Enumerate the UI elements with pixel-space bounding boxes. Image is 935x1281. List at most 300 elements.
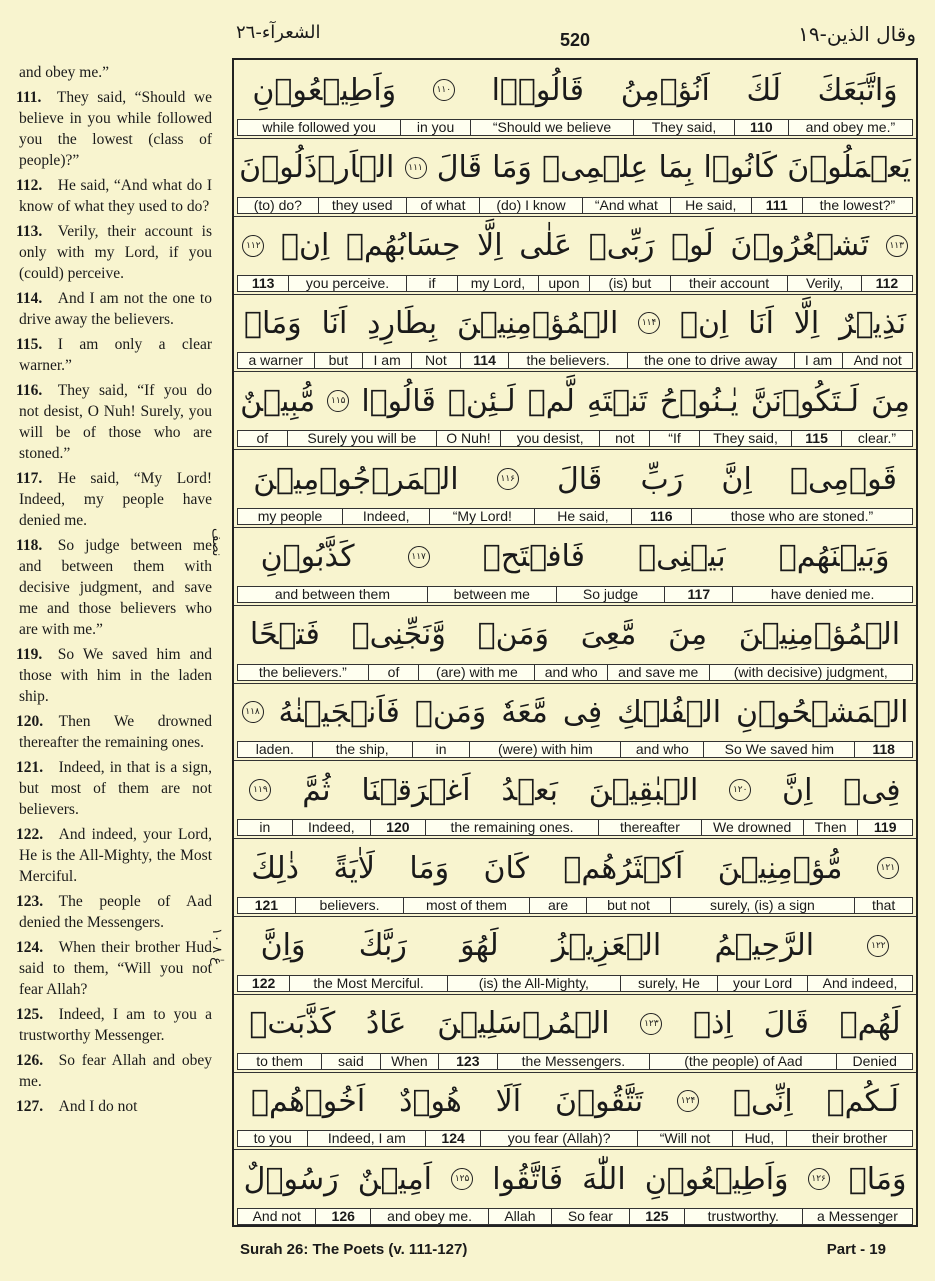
gloss-cell: their account: [671, 275, 789, 292]
ayah-marker: ۱۲۴: [677, 1090, 699, 1112]
verse-number: 122.: [16, 826, 44, 843]
translation-verse: [0, 644, 216, 707]
gloss-cell: a warner: [237, 352, 315, 369]
gloss-cell: the lowest?”: [803, 197, 913, 214]
gloss-cell: surely, (is) a sign: [671, 897, 856, 914]
arabic-line: [234, 451, 916, 507]
arabic-word: اِنۡ: [679, 305, 729, 341]
verse-text: So judge between me and between them with decisive judgment, and save me and those believers who are with me.”: [19, 537, 212, 638]
arabic-word: اَنُؤۡمِنُ: [620, 72, 710, 108]
arabic-word: الۡمُرۡسَلِيۡنَ: [437, 1006, 610, 1042]
verse-number-cell: 126: [316, 1208, 371, 1225]
gloss-cell: and between them: [237, 586, 428, 603]
verse-number-cell: 111: [752, 197, 803, 214]
gloss-cell: “My Lord!: [430, 508, 535, 525]
arabic-word: نَذِيۡرٌ: [839, 305, 907, 341]
arabic-word: بَعۡدُ: [501, 772, 558, 808]
verse-number-cell: 120: [371, 819, 426, 836]
arabic-word: كَانُوۡا: [703, 150, 778, 186]
gloss-cell: the ship,: [313, 741, 413, 758]
arabic-word: مِنَ: [668, 617, 708, 653]
english-gloss-line: [237, 197, 913, 214]
arabic-line: [234, 529, 916, 585]
arabic-line: [234, 218, 916, 274]
arabic-word: ثُمَّ: [302, 772, 331, 808]
grid-row: [234, 916, 916, 995]
verse-number: 119.: [16, 646, 43, 663]
translation-verse: [0, 711, 216, 753]
grid-row: [234, 293, 916, 372]
page-number: 520: [559, 30, 591, 50]
arabic-word: اَنَا: [321, 305, 348, 341]
translation-verse: [0, 468, 216, 531]
arabic-word: فَاتَّقُوا: [492, 1161, 564, 1197]
verse-number-cell: 122: [237, 975, 290, 992]
gloss-cell: believers.: [296, 897, 405, 914]
arabic-word: وَمَا: [409, 850, 450, 886]
verse-number-cell: 113: [237, 275, 289, 292]
arabic-word: بَيۡنِىۡ: [638, 539, 726, 575]
arabic-word: اِلَّا: [477, 228, 503, 264]
gloss-cell: upon: [539, 275, 590, 292]
gloss-cell: and save me: [608, 664, 710, 681]
gloss-cell: Verily,: [788, 275, 861, 292]
gloss-cell: to you: [237, 1130, 308, 1147]
gloss-cell: those who are stoned.”: [692, 508, 913, 525]
ayah-marker: ۱۱۱: [405, 157, 427, 179]
gloss-cell: I am: [795, 352, 844, 369]
arabic-word: عَلٰى: [519, 228, 573, 264]
grid-row: [234, 760, 916, 839]
gloss-cell: not: [600, 430, 650, 447]
gloss-cell: So fear: [552, 1208, 630, 1225]
arabic-word: الۡاَرۡذَلُوۡنَ: [239, 150, 395, 186]
gloss-cell: they used: [319, 197, 407, 214]
arabic-word: وَّنَجِّنِىۡ: [351, 617, 446, 653]
english-gloss-line: [237, 819, 913, 836]
arabic-word: حِسَابُهُمۡ: [345, 228, 461, 264]
arabic-word: اَغۡرَقۡنَا: [361, 772, 471, 808]
arabic-word: الۡعَزِيۡزُ: [551, 928, 662, 964]
arabic-word: وَمَاۤ: [243, 305, 302, 341]
arabic-word: عَادُ: [366, 1006, 407, 1042]
arabic-word: فَافۡتَحۡ: [482, 539, 586, 575]
gloss-cell: “If: [650, 430, 700, 447]
arabic-word: الۡفُلۡكِ: [617, 694, 722, 730]
arabic-word: الۡبٰقِيۡنَ: [588, 772, 699, 808]
grid-row: [234, 605, 916, 684]
verse-number-cell: 116: [632, 508, 693, 525]
gloss-cell: Indeed,: [343, 508, 430, 525]
arabic-word: تَتَّقُوۡنَ: [555, 1083, 644, 1119]
gloss-cell: (were) with him: [470, 741, 621, 758]
part-label: Part - 19: [826, 1241, 886, 1258]
gloss-cell: Hud,: [733, 1130, 788, 1147]
arabic-word: لَـكُمۡ: [826, 1083, 900, 1119]
grid-row: [234, 371, 916, 450]
arabic-word: رَبَّكَ: [358, 928, 407, 964]
gloss-cell: And not: [237, 1208, 316, 1225]
gloss-cell: (are) with me: [419, 664, 535, 681]
arabic-word: اِنَّ: [721, 461, 752, 497]
translation-verse: [0, 1004, 216, 1046]
gloss-cell: trustworthy.: [685, 1208, 803, 1225]
arabic-line: [234, 1151, 916, 1207]
verse-number: 112.: [16, 177, 43, 194]
gloss-cell: but: [315, 352, 364, 369]
gloss-cell: They said,: [700, 430, 792, 447]
arabic-word: قَالَ: [556, 461, 603, 497]
verse-number: 120.: [16, 713, 44, 730]
gloss-cell: and who: [535, 664, 607, 681]
grid-row: [234, 527, 916, 606]
gloss-cell: O Nuh!: [437, 430, 501, 447]
ayah-marker: ۱۱۸: [242, 701, 264, 723]
gloss-cell: the one to drive away: [628, 352, 795, 369]
translation-verse: [0, 824, 216, 887]
arabic-word: الۡمَرۡجُوۡمِيۡنَ: [253, 461, 459, 497]
arabic-word: وَاِنَّ: [260, 928, 306, 964]
arabic-word: فَاَنۡجَيۡنٰهُ: [278, 694, 400, 730]
verse-text: Then We drowned thereafter the remaining ones.: [19, 713, 212, 751]
arabic-word: قَالَ: [763, 1006, 809, 1042]
arabic-word: وَمَا: [492, 150, 532, 186]
arabic-line: [234, 373, 916, 429]
gloss-cell: “Should we believe: [471, 119, 634, 136]
verse-number: 111.: [16, 89, 42, 106]
gloss-cell: Indeed, I am: [308, 1130, 426, 1147]
verse-text: I am only a clear warner.”: [19, 336, 212, 374]
gloss-cell: most of them: [404, 897, 529, 914]
arabic-word: وَاَطِيۡعُوۡنِ: [644, 1161, 789, 1197]
ayah-marker: ۱۱۵: [327, 390, 349, 412]
gloss-cell: (with decisive) judgment,: [710, 664, 913, 681]
ayah-marker: ۱۱۴: [638, 312, 660, 334]
verse-number-cell: 123: [439, 1053, 497, 1070]
translation-verse: [0, 62, 216, 83]
verse-number-cell: 117: [665, 586, 733, 603]
gloss-cell: said: [322, 1053, 380, 1070]
gloss-cell: We drowned: [702, 819, 804, 836]
arabic-word: فِىۡ: [843, 772, 901, 808]
verse-number-cell: 110: [735, 119, 789, 136]
gloss-cell: (is) the All-Mighty,: [448, 975, 621, 992]
english-gloss-line: [237, 897, 913, 914]
arabic-word: وَمَنۡ: [477, 617, 550, 653]
arabic-word: اِنۡ: [280, 228, 330, 264]
gloss-cell: the Messengers.: [498, 1053, 651, 1070]
gloss-cell: And not: [843, 352, 913, 369]
grid-row: [234, 1149, 916, 1227]
gloss-cell: you perceive.: [289, 275, 407, 292]
translation-verse: [0, 288, 216, 330]
ayah-marker: ۱۲۳: [640, 1013, 662, 1035]
gloss-cell: in: [413, 741, 471, 758]
gloss-cell: surely, He: [621, 975, 718, 992]
gloss-cell: the Most Merciful.: [290, 975, 448, 992]
verse-text: They said, “If you do not desist, O Nuh! Surely, you will be of those who are stoned.”: [19, 382, 212, 462]
grid-row: [234, 138, 916, 217]
ayah-marker: ۱۱۲: [242, 235, 264, 257]
verse-number: 115.: [16, 336, 43, 353]
gloss-cell: the believers.: [509, 352, 627, 369]
arabic-line: [234, 1073, 916, 1129]
arabic-line: [234, 918, 916, 974]
translation-verse: [0, 937, 216, 1000]
arabic-line: [234, 762, 916, 818]
ayah-marker: ۱۱۷: [408, 546, 430, 568]
verse-text: And I do not: [58, 1098, 138, 1115]
arabic-word: اَنَا: [748, 305, 774, 341]
verse-text: And I am not the one to drive away the believers.: [19, 290, 212, 328]
english-gloss-line: [237, 430, 913, 447]
gloss-cell: (the people) of Aad: [650, 1053, 837, 1070]
gloss-cell: but not: [587, 897, 670, 914]
arabic-word: اَكۡثَرُهُمۡ: [563, 850, 684, 886]
grid-row: [234, 216, 916, 295]
arabic-word: اللّٰهَ: [582, 1161, 626, 1197]
ayah-marker: ۱۲۲: [867, 935, 889, 957]
gloss-cell: the believers.”: [237, 664, 369, 681]
translation-verse: [0, 87, 216, 171]
arabic-word: بِمَا: [658, 150, 694, 186]
translation-column: [0, 62, 216, 1117]
translation-verse: [0, 1096, 216, 1117]
gloss-cell: Indeed,: [293, 819, 371, 836]
verse-text: Indeed, I am to you a trustworthy Messenger.: [19, 1006, 212, 1044]
verse-text: When their brother Hud said to them, “Will you not fear Allah?: [19, 939, 212, 998]
ruku-mark-half: نصف: [209, 528, 224, 557]
verse-text: So fear Allah and obey me.: [19, 1052, 212, 1090]
gloss-cell: laden.: [237, 741, 313, 758]
gloss-cell: “And what: [583, 197, 671, 214]
verse-text: He said, “And what do I know of what they used to do?: [19, 177, 212, 215]
ayah-marker: ۱۱۶: [497, 468, 519, 490]
verse-text: and obey me.”: [19, 64, 109, 81]
gloss-cell: you fear (Allah)?: [481, 1130, 639, 1147]
gloss-cell: and obey me.”: [789, 119, 913, 136]
verse-number-cell: 124: [426, 1130, 481, 1147]
translation-verse: [0, 757, 216, 820]
arabic-word: الۡمُؤۡمِنِيۡنَ: [738, 617, 901, 653]
arabic-word: كَذَّبُوۡنِ: [260, 539, 355, 575]
verse-number: 124.: [16, 939, 44, 956]
arabic-word: اَلَا: [495, 1083, 522, 1119]
grid-row: [234, 994, 916, 1073]
grid-row: [234, 60, 916, 139]
gloss-cell: my Lord,: [458, 275, 539, 292]
verse-number: 123.: [16, 893, 44, 910]
gloss-cell: their brother: [787, 1130, 913, 1147]
verse-number: 114.: [16, 290, 43, 307]
translation-verse: [0, 1050, 216, 1092]
gloss-cell: Surely you will be: [288, 430, 437, 447]
verse-number-cell: 115: [792, 430, 842, 447]
arabic-word: تَنۡتَهِ: [586, 383, 648, 419]
arabic-word: ذٰلِكَ: [251, 850, 300, 886]
gloss-cell: And indeed,: [808, 975, 913, 992]
ayah-marker: ۱۲۰: [729, 779, 751, 801]
gloss-cell: (is) but: [590, 275, 671, 292]
arabic-word: قَالَ: [436, 150, 482, 186]
english-gloss-line: [237, 275, 913, 292]
arabic-word: بِطَارِدِ: [367, 305, 438, 341]
gloss-cell: the remaining ones.: [426, 819, 600, 836]
gloss-cell: He said,: [535, 508, 631, 525]
arabic-line: [234, 607, 916, 663]
arabic-word: مَّعَهٗ: [501, 694, 548, 730]
grid-row: [234, 449, 916, 528]
english-gloss-line: [237, 741, 913, 758]
verse-text: Indeed, in that is a sign, but most of them are not believers.: [19, 759, 212, 818]
arabic-word: فِى: [562, 694, 603, 730]
verse-number: 126.: [16, 1052, 44, 1069]
verse-text: He said, “My Lord! Indeed, my people have denied me.: [19, 470, 212, 529]
translation-verse: [0, 891, 216, 933]
gloss-cell: He said,: [671, 197, 752, 214]
arabic-word: رَبِّ: [640, 461, 684, 497]
arabic-word: وَمَنۡ: [414, 694, 487, 730]
arabic-word: يٰـنُوۡحُ: [659, 383, 739, 419]
arabic-word: تَشۡعُرُوۡنَ: [730, 228, 870, 264]
english-gloss-line: [237, 1130, 913, 1147]
surah-title-arabic: الشعرآء-٢٦: [236, 22, 321, 43]
arabic-word: اَمِيۡنٌ: [357, 1161, 432, 1197]
arabic-word: اَخُوۡهُمۡ: [251, 1083, 366, 1119]
arabic-word: فَتۡحًا: [249, 617, 320, 653]
gloss-cell: of: [369, 664, 420, 681]
arabic-word: وَمَاۤ: [848, 1161, 907, 1197]
gloss-cell: your Lord: [718, 975, 808, 992]
grid-row: [234, 1071, 916, 1150]
arabic-word: وَاَطِيۡعُوۡنِ: [252, 72, 397, 108]
translation-verse: [0, 221, 216, 284]
arabic-word: قَالُوۡا: [361, 383, 436, 419]
verse-text: The people of Aad denied the Messengers.: [19, 893, 212, 931]
gloss-cell: a Messenger: [803, 1208, 913, 1225]
verse-number: 116.: [16, 382, 43, 399]
verse-text: So We saved him and those with him in the laden ship.: [19, 646, 212, 705]
arabic-word: اِذۡ: [693, 1006, 733, 1042]
ayah-marker: ۱۱۹: [249, 779, 271, 801]
arabic-word: لَوۡ: [671, 228, 714, 264]
gloss-cell: to them: [237, 1053, 322, 1070]
gloss-cell: Not: [412, 352, 461, 369]
grid-row: [234, 838, 916, 917]
english-gloss-line: [237, 508, 913, 525]
arabic-word: مَّعِىَ: [580, 617, 637, 653]
arabic-word: هُوۡدٌ: [399, 1083, 462, 1119]
translation-verse: [0, 334, 216, 376]
gloss-cell: “Will not: [638, 1130, 732, 1147]
arabic-word: كَانَ: [483, 850, 529, 886]
arabic-word: الرَّحِيۡمُ: [714, 928, 815, 964]
gloss-cell: Denied: [837, 1053, 913, 1070]
arabic-line: [234, 684, 916, 740]
gloss-cell: if: [407, 275, 458, 292]
verse-number-cell: 125: [630, 1208, 685, 1225]
gloss-cell: between me: [428, 586, 557, 603]
verse-number-cell: 121: [237, 897, 296, 914]
gloss-cell: I am: [363, 352, 412, 369]
arabic-word: رَسُوۡلٌ: [243, 1161, 339, 1197]
arabic-word: لَـئِنۡ: [447, 383, 516, 419]
gloss-cell: They said,: [634, 119, 735, 136]
page-header: [232, 0, 918, 58]
gloss-cell: thereafter: [599, 819, 701, 836]
arabic-line: [234, 140, 916, 196]
arabic-word: كَذَّبَتۡ: [249, 1006, 336, 1042]
verse-number-cell: 112: [862, 275, 913, 292]
english-gloss-line: [237, 1053, 913, 1070]
gloss-cell: (to) do?: [237, 197, 319, 214]
gloss-cell: and who: [621, 741, 704, 758]
grid-row: [234, 682, 916, 761]
gloss-cell: (do) I know: [480, 197, 583, 214]
verse-number: 127.: [16, 1098, 44, 1115]
ayah-marker: ۱۲۵: [451, 1168, 473, 1190]
verse-text: They said, “Should we believe in you while followed you the lowest (class of people)?”: [19, 89, 212, 169]
arabic-word: قَالُوۡۤا: [491, 72, 585, 108]
english-gloss-line: [237, 119, 913, 136]
arabic-line: [234, 996, 916, 1052]
surah-label: Surah 26: The Poets (v. 111-127): [240, 1241, 468, 1258]
word-by-word-grid: [232, 58, 918, 1227]
arabic-word: يَعۡمَلُوۡنَ: [787, 150, 911, 186]
gloss-cell: my people: [237, 508, 343, 525]
arabic-word: قَوۡمِىۡ: [789, 461, 897, 497]
arabic-line: [234, 295, 916, 351]
english-gloss-line: [237, 664, 913, 681]
gloss-cell: you desist,: [501, 430, 601, 447]
gloss-cell: have denied me.: [733, 586, 913, 603]
arabic-word: عِلۡمِىۡ: [542, 150, 649, 186]
arabic-word: لَـتَكُوۡنَنَّ: [750, 383, 859, 419]
gloss-cell: So We saved him: [704, 741, 855, 758]
arabic-word: اِلَّا: [793, 305, 820, 341]
arabic-word: لَهُمۡ: [839, 1006, 901, 1042]
english-gloss-line: [237, 586, 913, 603]
gloss-cell: Allah: [489, 1208, 552, 1225]
arabic-word: مِنَ: [871, 383, 910, 419]
verse-number: 113.: [16, 223, 43, 240]
arabic-word: لَاٰيَةً: [333, 850, 375, 886]
juz-title-arabic: وقال الذين-١٩: [798, 22, 916, 46]
ayah-marker: ۱۱۳: [886, 235, 908, 257]
arabic-word: مُّؤۡمِنِيۡنَ: [717, 850, 843, 886]
arabic-word: الۡمُؤۡمِنِيۡنَ: [456, 305, 619, 341]
translation-verse: [0, 535, 216, 640]
arabic-word: اِنَّ: [782, 772, 813, 808]
gloss-cell: and obey me.: [371, 1208, 489, 1225]
gloss-cell: that: [855, 897, 913, 914]
gloss-cell: When: [381, 1053, 439, 1070]
ayah-marker: ۱۱۰: [433, 79, 455, 101]
english-gloss-line: [237, 1208, 913, 1225]
gloss-cell: of: [237, 430, 288, 447]
arabic-word: رَبِّىۡ: [588, 228, 655, 264]
ayah-marker: ۱۲۶: [808, 1168, 830, 1190]
gloss-cell: clear.”: [842, 430, 913, 447]
gloss-cell: in: [237, 819, 293, 836]
arabic-word: لَّمۡ: [527, 383, 575, 419]
verse-number-cell: 114: [461, 352, 510, 369]
arabic-word: مُّبِيۡنٌ: [240, 383, 316, 419]
translation-verse: [0, 380, 216, 464]
arabic-word: لَكَ: [746, 72, 781, 108]
arabic-word: الۡمَشۡحُوۡنِ: [736, 694, 909, 730]
translation-verse: [0, 175, 216, 217]
